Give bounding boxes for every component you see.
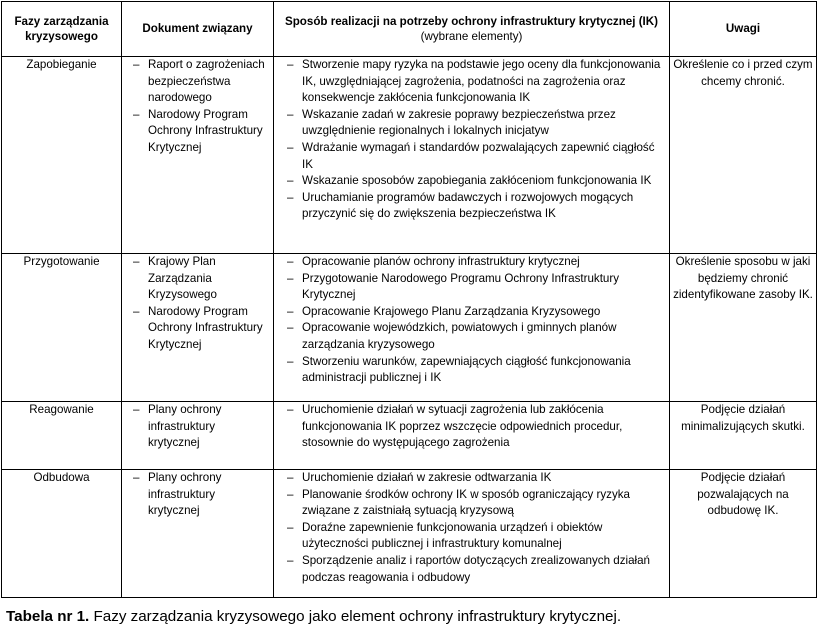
dash-bullet-icon: – <box>133 255 140 268</box>
notes-cell: Określenie sposobu w jaki będziemy chronić zidentyfikowane zasoby IK. <box>670 254 817 402</box>
method-item <box>274 553 669 586</box>
document-item-text: Raport o zagrożeniach bezpieczeństwa narodowego <box>148 58 265 105</box>
method-item-text: Sporządzenie analiz i raportów dotyczących zrealizowanych działań podczas reagowania i odbudowy <box>302 553 650 584</box>
method-item-text: Wskazanie sposobów zapobiegania zakłóceniom funkcjonowania IK <box>302 174 652 188</box>
method-item <box>274 487 669 520</box>
dash-bullet-icon: – <box>287 403 294 416</box>
caption-text: Fazy zarządzania kryzysowego jako element ochrony infrastruktury krytycznej. <box>93 608 622 625</box>
dash-bullet-icon: – <box>287 304 294 318</box>
document-item <box>122 57 273 107</box>
document-list <box>122 402 273 452</box>
dash-bullet-icon: – <box>287 255 294 268</box>
phase-cell: Przygotowanie <box>2 254 122 402</box>
document-item-text: Plany ochrony infrastruktury krytycznej <box>148 471 222 518</box>
method-cell <box>274 470 670 598</box>
method-item <box>274 320 669 353</box>
document-item-text: Narodowy Program Ochrony Infrastruktury Krytycznej <box>148 107 263 154</box>
method-list <box>274 470 669 586</box>
document-item <box>122 470 273 520</box>
method-item <box>274 140 669 173</box>
method-item <box>274 402 669 452</box>
method-item-text: Planowanie środków ochrony IK w sposób ograniczający ryzyka związane z zaistniałą sytuacją kryzysową <box>302 487 631 518</box>
document-page <box>1 1 816 625</box>
crisis-phases-table <box>1 1 817 598</box>
table-row <box>2 402 817 470</box>
phase-cell: Odbudowa <box>2 470 122 598</box>
method-item <box>274 57 669 107</box>
document-list <box>122 254 273 354</box>
document-cell <box>122 470 274 598</box>
document-cell <box>122 402 274 470</box>
notes-cell: Podjęcie działań pozwalających na odbudowę IK. <box>670 470 817 598</box>
document-item-text: Plany ochrony infrastruktury krytycznej <box>148 403 222 450</box>
method-list <box>274 57 669 223</box>
header-phase: Fazy zarządzania kryzysowego <box>2 2 122 57</box>
notes-cell: Określenie co i przed czym chcemy chronić. <box>670 57 817 254</box>
method-item <box>274 520 669 553</box>
table-caption <box>6 607 621 627</box>
dash-bullet-icon: – <box>287 354 294 368</box>
header-method <box>274 2 670 57</box>
dash-bullet-icon: – <box>287 174 294 188</box>
method-cell <box>274 57 670 254</box>
method-item-text: Przygotowanie Narodowego Programu Ochrony Infrastruktury Krytycznej <box>302 271 620 302</box>
document-item-text: Krajowy Plan Zarządzania Kryzysowego <box>148 255 217 302</box>
method-item-text: Opracowanie planów ochrony infrastruktury krytycznej <box>302 255 580 268</box>
table-row <box>2 57 817 254</box>
method-item <box>274 304 669 321</box>
method-item-text: Stworzenie mapy ryzyka na podstawie jego oceny dla funkcjonowania IK, uwzględniającej zagrożenia, podatności na zagrożenia oraz konsekwencje zakłócenia funkcjonowania IK <box>302 58 661 105</box>
header-method-subtitle: (wybrane elementy) <box>420 30 523 43</box>
dash-bullet-icon: – <box>287 471 294 484</box>
method-list <box>274 254 669 387</box>
method-item-text: Opracowanie Krajowego Planu Zarządzania Kryzysowego <box>302 304 601 318</box>
method-item-text: Uruchomienie działań w sytuacji zagrożenia lub zakłócenia funkcjonowania IK poprzez wszczęcie odpowiednich procedur, stosownie do występującego zagrożenia <box>302 403 623 450</box>
method-item <box>274 470 669 487</box>
method-item-text: Stworzeniu warunków, zapewniających ciągłość funkcjonowania administracji publicznej i IK <box>302 354 631 385</box>
document-cell <box>122 57 274 254</box>
method-item-text: Opracowanie wojewódzkich, powiatowych i gminnych planów zarządzania kryzysowego <box>302 321 617 351</box>
document-item <box>122 304 273 354</box>
method-item-text: Uruchamianie programów badawczych i rozwojowych mogących przyczynić się do zwiększenia bezpieczeństwa IK <box>302 190 634 221</box>
document-item <box>122 254 273 304</box>
method-item-text: Wskazanie zadań w zakresie poprawy bezpieczeństwa przez uwzględnienie regionalnych i lokalnych inicjatyw <box>302 107 616 138</box>
header-method-title: Sposób realizacji na potrzeby ochrony infrastruktury krytycznej (IK) <box>284 14 659 28</box>
header-notes: Uwagi <box>670 2 817 57</box>
method-cell <box>274 402 670 470</box>
dash-bullet-icon: – <box>133 304 140 318</box>
dash-bullet-icon: – <box>287 107 294 121</box>
table-body <box>2 57 817 598</box>
dash-bullet-icon: – <box>287 271 294 285</box>
method-cell <box>274 254 670 402</box>
document-list <box>122 470 273 520</box>
table-row <box>2 254 817 402</box>
dash-bullet-icon: – <box>287 487 294 501</box>
phase-cell: Reagowanie <box>2 402 122 470</box>
dash-bullet-icon: – <box>133 58 140 71</box>
table-row <box>2 470 817 598</box>
table-header-row <box>2 2 817 57</box>
dash-bullet-icon: – <box>287 520 294 534</box>
header-document: Dokument związany <box>122 2 274 57</box>
dash-bullet-icon: – <box>287 321 294 335</box>
method-item-text: Uruchomienie działań w zakresie odtwarzania IK <box>302 471 552 484</box>
method-item <box>274 107 669 140</box>
method-item <box>274 271 669 304</box>
phase-cell: Zapobieganie <box>2 57 122 254</box>
document-cell <box>122 254 274 402</box>
dash-bullet-icon: – <box>133 403 140 416</box>
notes-cell: Podjęcie działań minimalizujących skutki. <box>670 402 817 470</box>
document-item <box>122 402 273 452</box>
caption-label: Tabela nr 1. <box>6 608 90 625</box>
method-item <box>274 254 669 271</box>
method-list <box>274 402 669 452</box>
method-item-text: Wdrażanie wymagań i standardów pozwalających zapewnić ciągłość IK <box>302 140 655 171</box>
dash-bullet-icon: – <box>287 190 294 204</box>
method-item <box>274 190 669 223</box>
method-item <box>274 173 669 190</box>
document-item-text: Narodowy Program Ochrony Infrastruktury Krytycznej <box>148 304 263 351</box>
method-item <box>274 354 669 387</box>
dash-bullet-icon: – <box>287 553 294 567</box>
dash-bullet-icon: – <box>133 471 140 484</box>
method-item-text: Doraźne zapewnienie funkcjonowania urządzeń i obiektów użyteczności publicznej i infrastruktury komunalnej <box>302 520 603 551</box>
document-list <box>122 57 273 157</box>
dash-bullet-icon: – <box>287 58 294 71</box>
dash-bullet-icon: – <box>287 140 294 154</box>
dash-bullet-icon: – <box>133 107 140 121</box>
document-item <box>122 107 273 157</box>
